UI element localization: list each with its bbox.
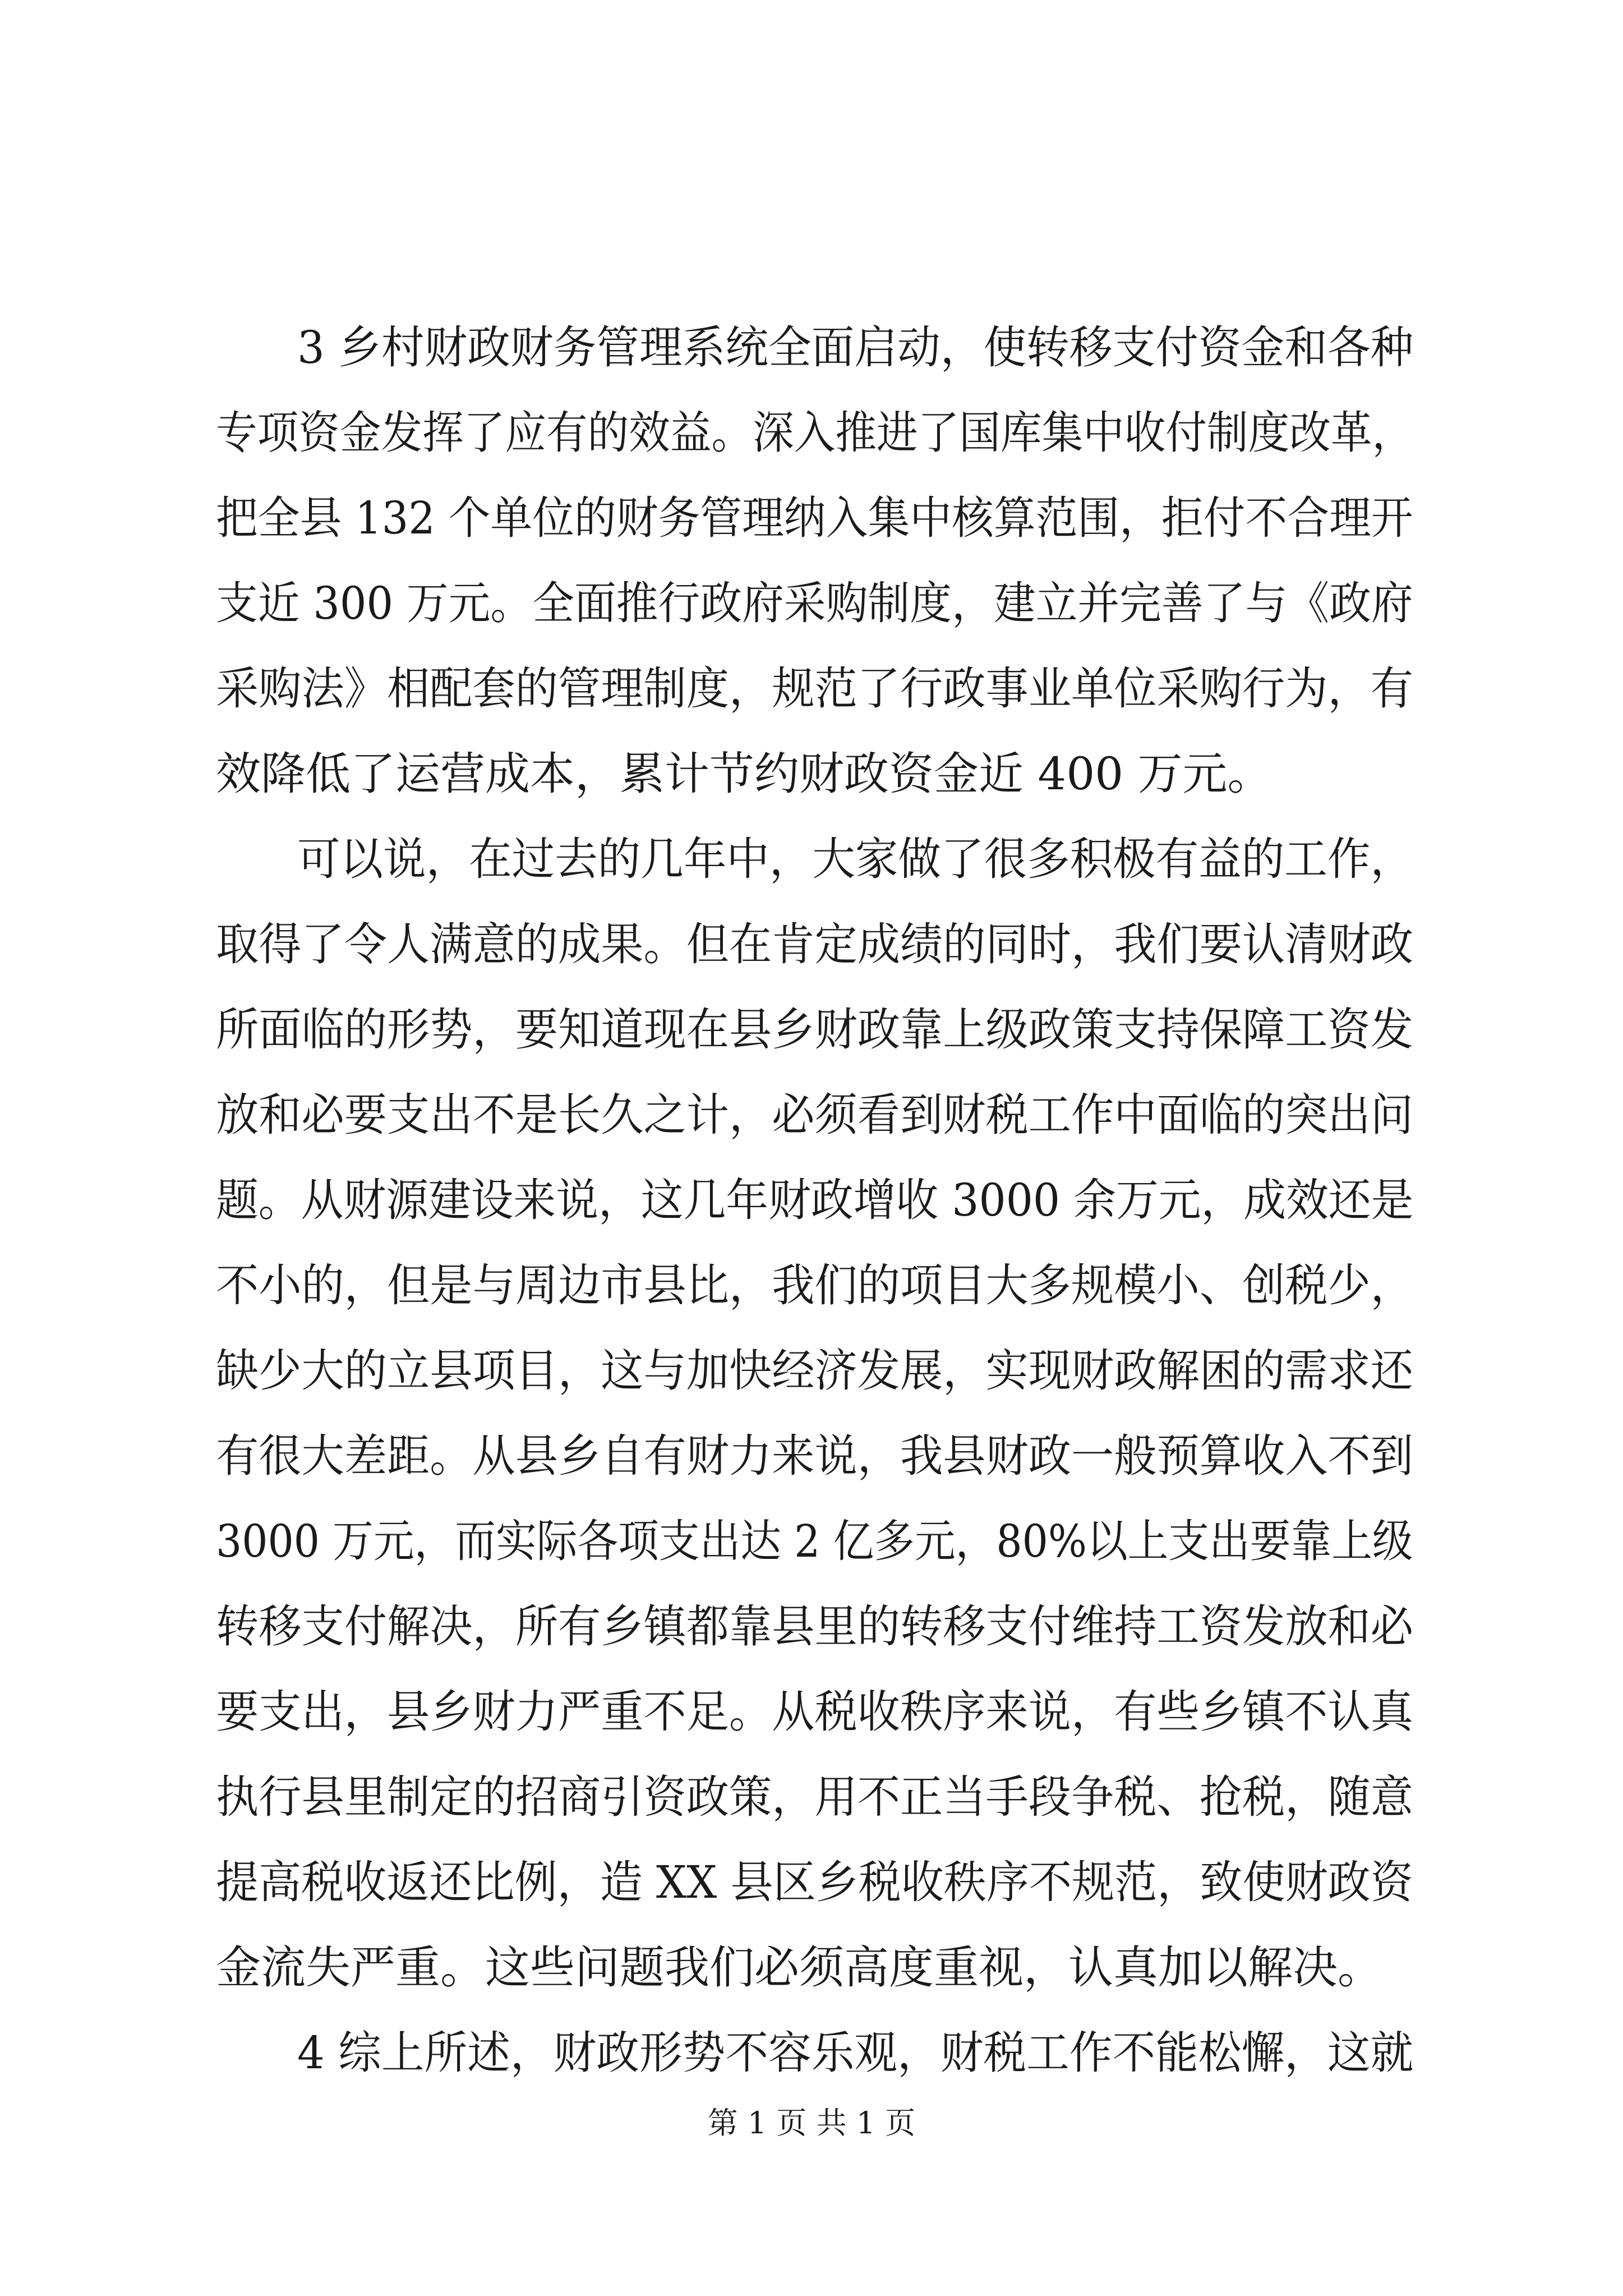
text-line-content: 4 综上所述，财政形势不容乐观，财税工作不能松懈，这就 [297,2027,1414,2079]
text-line [0,655,1623,723]
text-line-content: 转移支付解决，所有乡镇都靠县里的转移支付维持工资发放和必 [216,1600,1413,1653]
text-line-content: 取得了令人满意的成果。但在肯定成绩的同时，我们要认清财政 [216,918,1413,970]
text-line-content: 3000 万元，而实际各项支出达 2 亿多元，80%以上支出要靠上级 [216,1515,1413,1567]
text-line-content: 把全县 132 个单位的财务管理纳入集中核算范围，拒付不合理开 [216,492,1413,544]
text-line-content: 提高税收返还比例，造 XX 县区乡税收秩序不规范，致使财政资 [216,1856,1413,1908]
text-line [0,1337,1623,1405]
text-line-content: 不小的，但是与周边市县比，我们的项目大多规模小、创税少， [216,1259,1413,1312]
text-line [0,1167,1623,1234]
text-line-content: 采购法》相配套的管理制度，规范了行政事业单位采购行为，有 [216,662,1413,715]
text-line [0,1593,1623,1660]
text-line [0,485,1623,552]
text-line [0,1678,1623,1746]
text-line-content: 放和必要支出不是长久之计，必须看到财税工作中面临的突出问 [216,1089,1413,1141]
text-line [0,1252,1623,1319]
text-line-content: 缺少大的立县项目，这与加快经济发展，实现财政解困的需求还 [216,1345,1413,1397]
text-line [0,1934,1623,2001]
text-line [0,1082,1623,1149]
text-line-content: 可以说，在过去的几年中，大家做了很多积极有益的工作， [297,833,1413,885]
text-line-content: 题。从财源建设来说，这几年财政增收 3000 余万元，成效还是 [216,1174,1414,1226]
text-line [0,911,1623,978]
text-line-content: 要支出，县乡财力严重不足。从税收秩序来说，有些乡镇不认真 [216,1686,1413,1738]
text-line-content: 所面临的形势，要知道现在县乡财政靠上级政策支持保障工资发 [216,1004,1413,1056]
text-line-content: 3 乡村财政财务管理系统全面启动，使转移支付资金和各种 [297,321,1414,374]
text-line-content: 专项资金发挥了应有的效益。深入推进了国库集中收付制度改革， [216,407,1414,459]
text-line-content: 效降低了运营成本，累计节约财政资金近 400 万元。 [216,748,1272,800]
text-line-content: 有很大差距。从县乡自有财力来说，我县财政一般预算收入不到 [216,1430,1413,1482]
text-line [0,399,1623,467]
text-line [0,1508,1623,1575]
text-line [0,1423,1623,1490]
text-line-content: 执行县里制定的招商引资政策，用不正当手段争税、抢税，随意 [216,1771,1413,1823]
text-line [0,1764,1623,1831]
text-line [0,740,1623,808]
page-footer: 第 1 页 共 1 页 [707,2105,916,2141]
text-line [0,826,1623,893]
text-line [0,570,1623,637]
text-line-content: 金流失严重。这些问题我们必须高度重视，认真加以解决。 [216,1941,1382,1994]
text-line [0,1849,1623,1916]
text-line [0,996,1623,1064]
text-line-content: 支近 300 万元。全面推行政府采购制度，建立并完善了与《政府 [216,577,1413,629]
text-line [0,2019,1623,2087]
text-line [0,314,1623,381]
